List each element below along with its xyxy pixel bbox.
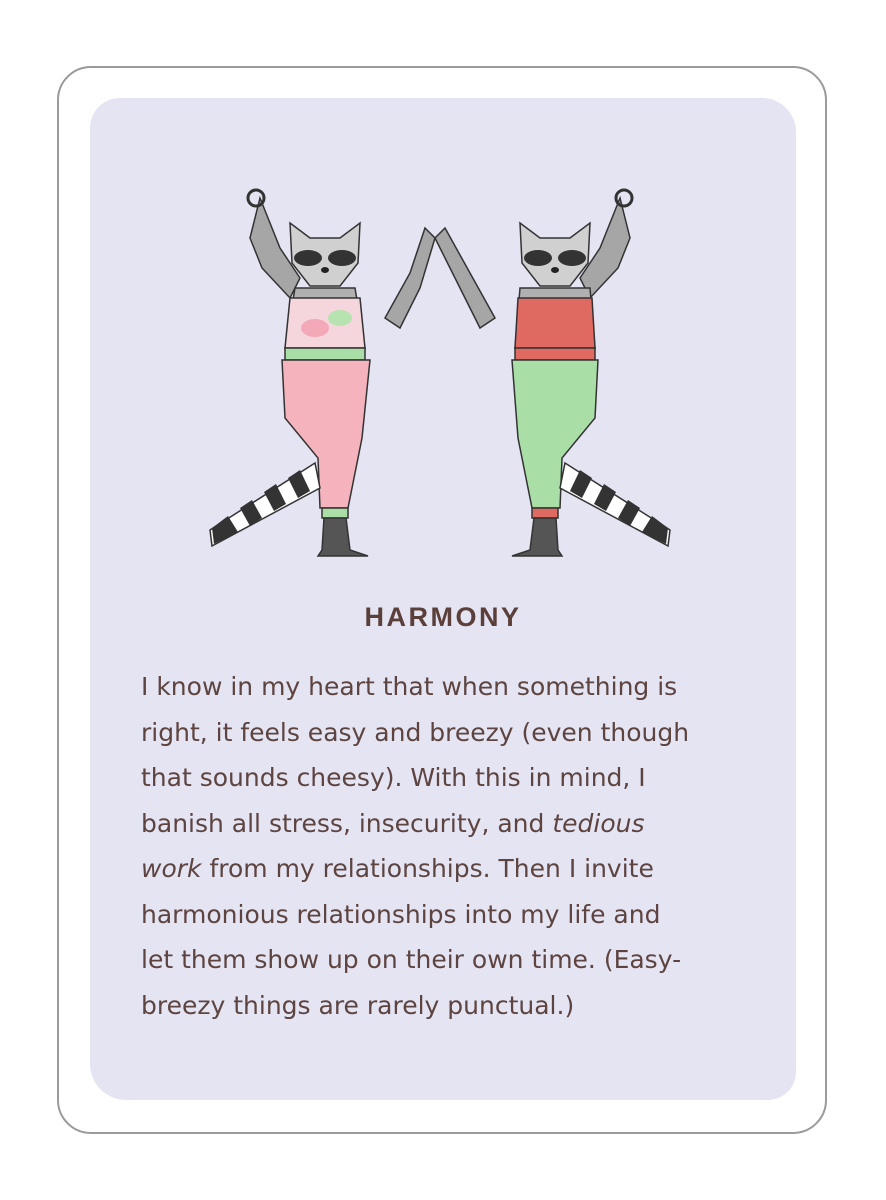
text-line-4 [141,801,741,847]
text-line-5 [141,846,741,892]
text-line-3: that sounds cheesy). With this in mind, I [141,763,646,792]
affirmation-text [141,664,741,1028]
left-raccoon [210,190,435,556]
text-line-1: I know in my heart that when something is [141,672,678,701]
text-line-8: breezy things are rarely punctual.) [141,990,575,1020]
text-line-5-italic: work [141,854,202,883]
text-line-6: harmonious relationships into my life and [141,899,661,929]
card-title: HARMONY [364,602,522,632]
right-raccoon-tail [560,463,670,546]
text-line-4-plain: banish all stress, insecurity, and [141,808,553,838]
text-line-7: let them show up on their own time. (Easy- [141,945,682,974]
left-raccoon-tail [210,463,320,546]
text-line-2: right, it feels easy and breezy (even though [141,717,690,747]
right-raccoon [435,190,670,556]
text-line-4-italic: tedious [552,808,645,838]
raccoons-illustration [190,178,690,568]
text-line-5-plain: from my relationships. Then I invite [201,854,654,883]
